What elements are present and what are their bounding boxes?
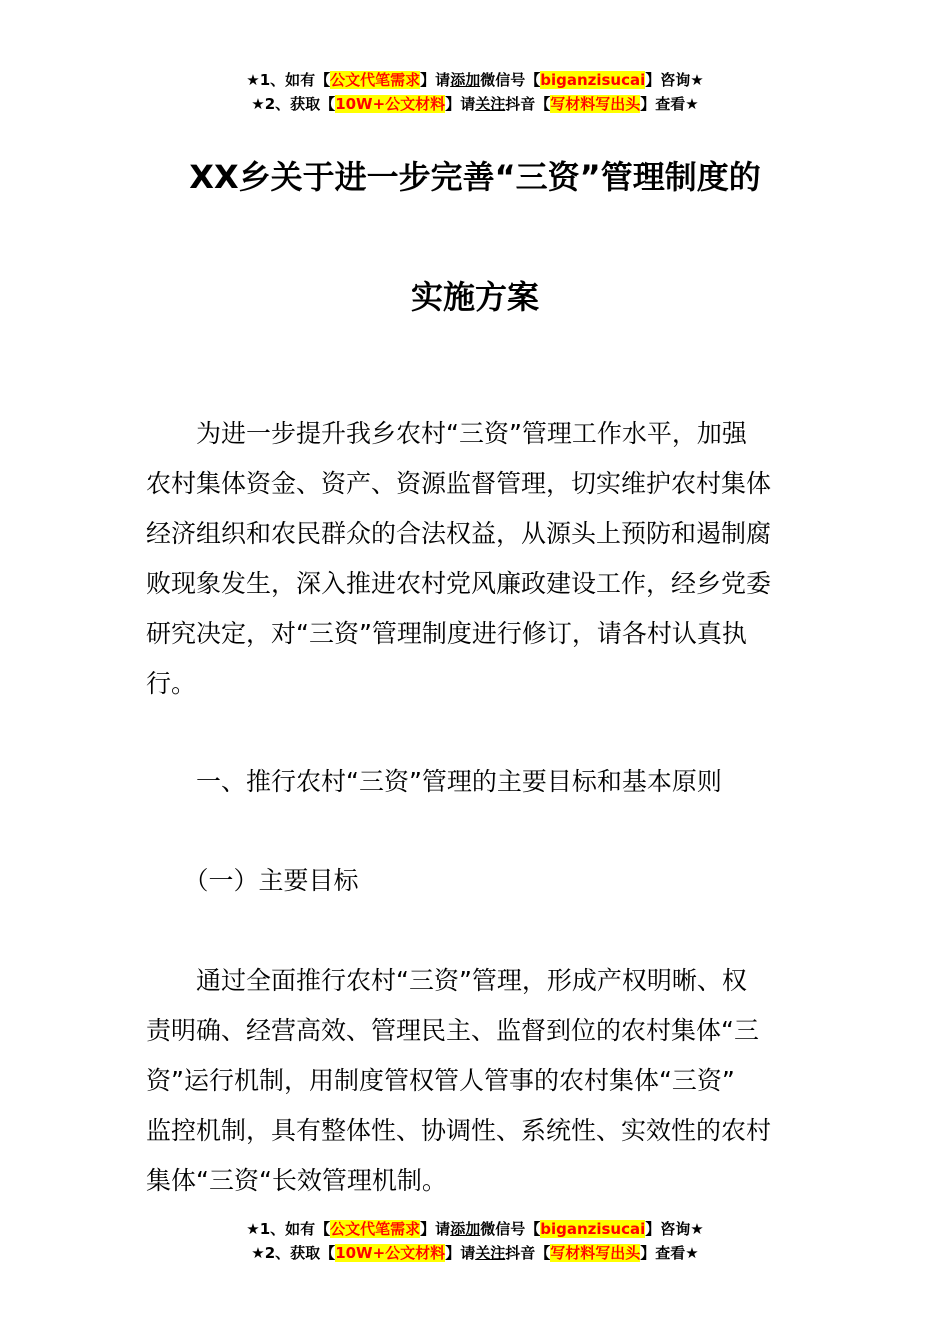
subsection-heading-1: （一）主要目标	[146, 866, 359, 895]
document-title-line-2: 实施方案	[410, 278, 539, 316]
promo-text: 】咨询★	[645, 71, 704, 89]
promo-line-1	[0, 1217, 950, 1241]
promo-text: 抖音【	[505, 1244, 551, 1262]
paragraph-line: 监控机制，具有整体性、协调性、系统性、实效性的农村	[146, 1116, 772, 1145]
promo-wechat-id: biganzisucai	[540, 1220, 646, 1238]
section-heading-1: 一、推行农村“三资”管理的主要目标和基本原则	[146, 767, 722, 796]
promo-highlight: 公文代笔需求	[330, 1220, 421, 1238]
promo-underlined: 关注	[475, 1244, 506, 1262]
promo-text: 】请	[445, 95, 476, 113]
promo-text: 】查看★	[640, 95, 699, 113]
promo-highlight: 10W+公文材料	[335, 1244, 446, 1262]
promo-text: ★1、如有【	[246, 1220, 331, 1238]
promo-highlight: 10W+公文材料	[335, 95, 446, 113]
promo-text: 】请	[420, 71, 451, 89]
promo-underlined: 添加	[450, 71, 481, 89]
promo-text: ★2、获取【	[251, 95, 336, 113]
promo-text: 】查看★	[640, 1244, 699, 1262]
paragraph-line: 资”运行机制，用制度管权管人管事的农村集体“三资”	[146, 1066, 735, 1095]
promo-underlined: 添加	[450, 1220, 481, 1238]
promo-text: 】咨询★	[645, 1220, 704, 1238]
paragraph-line: 败现象发生，深入推进农村党风廉政建设工作，经乡党委	[146, 569, 772, 598]
promo-banner-bottom	[0, 1217, 950, 1265]
promo-highlight: 公文代笔需求	[330, 71, 421, 89]
paragraph-line: 责明确、经营高效、管理民主、监督到位的农村集体“三	[146, 1016, 759, 1045]
promo-text: 】请	[445, 1244, 476, 1262]
promo-line-2	[0, 92, 950, 116]
paragraph-line: 研究决定，对“三资”管理制度进行修订，请各村认真执	[146, 619, 747, 648]
promo-line-1	[0, 68, 950, 92]
promo-line-2	[0, 1241, 950, 1265]
promo-text: 微信号【	[480, 1220, 541, 1238]
promo-text: ★2、获取【	[251, 1244, 336, 1262]
promo-douyin-name: 写材料写出头	[550, 1244, 641, 1262]
promo-underlined: 关注	[475, 95, 506, 113]
promo-text: ★1、如有【	[246, 71, 331, 89]
intro-paragraph	[146, 409, 810, 709]
paragraph-line: 农村集体资金、资产、资源监督管理，切实维护农村集体	[146, 469, 772, 498]
promo-douyin-name: 写材料写出头	[550, 95, 641, 113]
goal-paragraph	[146, 956, 810, 1206]
promo-banner-top	[0, 68, 950, 116]
paragraph-line: 行。	[146, 669, 197, 698]
promo-text: 】请	[420, 1220, 451, 1238]
paragraph-line: 集体“三资“长效管理机制。	[146, 1166, 447, 1195]
paragraph-line: 为进一步提升我乡农村“三资”管理工作水平，加强	[146, 419, 747, 448]
promo-text: 微信号【	[480, 71, 541, 89]
paragraph-line: 通过全面推行农村“三资”管理，形成产权明晰、权	[146, 966, 747, 995]
promo-text: 抖音【	[505, 95, 551, 113]
document-title-line-1: XX乡关于进一步完善“三资”管理制度的	[189, 158, 761, 196]
promo-wechat-id: biganzisucai	[540, 71, 646, 89]
paragraph-line: 经济组织和农民群众的合法权益，从源头上预防和遏制腐	[146, 519, 772, 548]
